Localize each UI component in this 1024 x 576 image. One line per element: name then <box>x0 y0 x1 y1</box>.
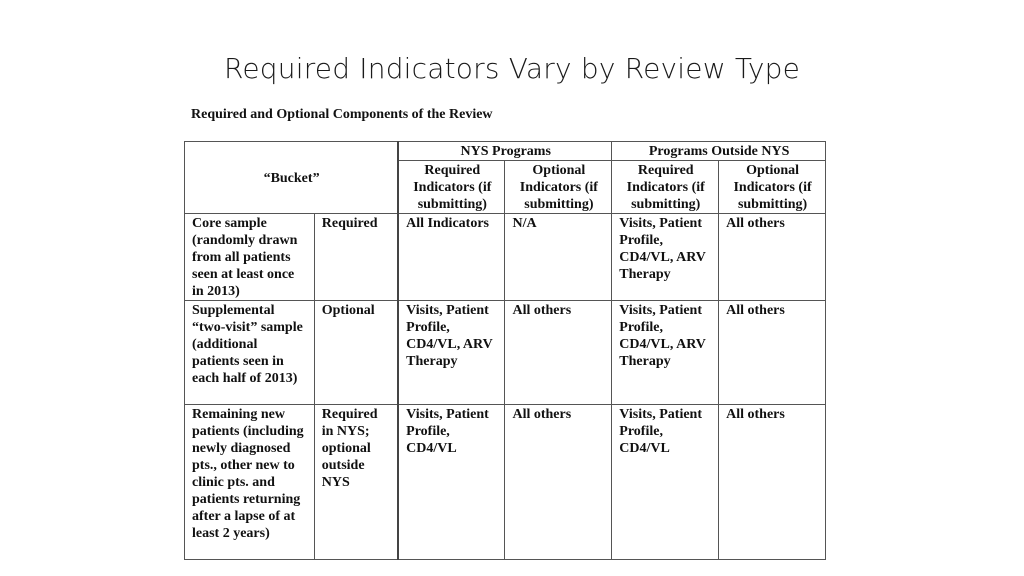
bucket-cell: Remaining new patients (including newly diagnosed pts., other new to clinic pts. and patients returning after a lapse of at least 2 years) <box>185 405 315 560</box>
table-row <box>185 301 826 405</box>
status-cell: Required in NYS; optional outside NYS <box>314 405 398 560</box>
outside-nys-header: Programs Outside NYS <box>612 142 826 161</box>
nys-optional-indicators-header: Optional Indicators (if submitting) <box>505 161 612 214</box>
outside-optional-cell: All others <box>719 301 826 405</box>
nys-required-cell: Visits, Patient Profile, CD4/VL, ARV Therapy <box>398 301 505 405</box>
status-cell: Optional <box>314 301 398 405</box>
bucket-cell: Core sample (randomly drawn from all patients seen at least once in 2013) <box>185 214 315 301</box>
nys-required-indicators-header: Required Indicators (if submitting) <box>398 161 505 214</box>
nys-optional-cell: All others <box>505 301 612 405</box>
nys-required-cell: All Indicators <box>398 214 505 301</box>
outside-required-cell: Visits, Patient Profile, CD4/VL, ARV Therapy <box>612 214 719 301</box>
bucket-cell: Supplemental “two-visit” sample (additional patients seen in each half of 2013) <box>185 301 315 405</box>
nys-optional-cell: N/A <box>505 214 612 301</box>
status-cell: Required <box>314 214 398 301</box>
outside-optional-indicators-header: Optional Indicators (if submitting) <box>719 161 826 214</box>
review-components-table <box>184 141 826 560</box>
table-caption: Required and Optional Components of the Review <box>191 107 493 122</box>
outside-optional-cell: All others <box>719 214 826 301</box>
outside-required-indicators-header: Required Indicators (if submitting) <box>612 161 719 214</box>
table-row <box>185 405 826 560</box>
header-row-groups <box>185 142 826 161</box>
bucket-header: “Bucket” <box>185 142 399 214</box>
nys-programs-header: NYS Programs <box>398 142 612 161</box>
slide-title: Required Indicators Vary by Review Type <box>223 52 801 85</box>
outside-required-cell: Visits, Patient Profile, CD4/VL <box>612 405 719 560</box>
table-row <box>185 214 826 301</box>
nys-optional-cell: All others <box>505 405 612 560</box>
outside-required-cell: Visits, Patient Profile, CD4/VL, ARV Therapy <box>612 301 719 405</box>
outside-optional-cell: All others <box>719 405 826 560</box>
nys-required-cell: Visits, Patient Profile, CD4/VL <box>398 405 505 560</box>
